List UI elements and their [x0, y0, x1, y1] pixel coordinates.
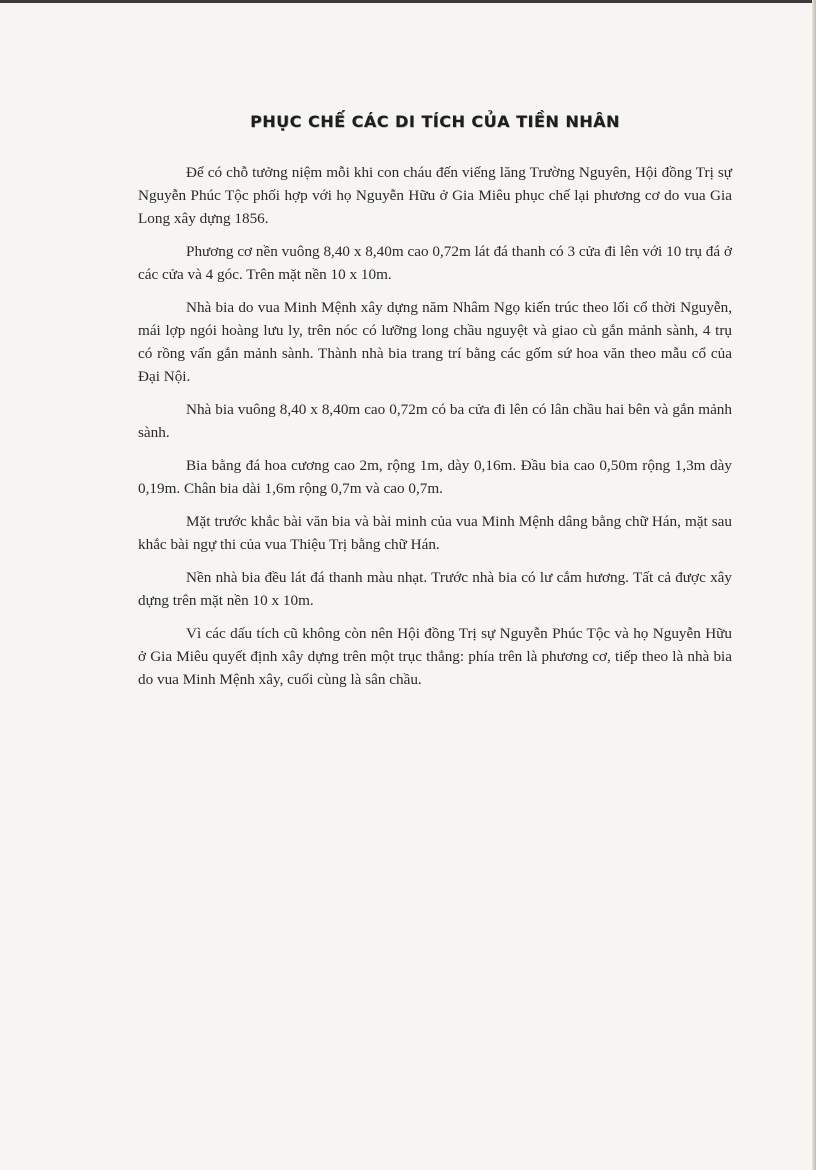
scan-right-edge: [812, 0, 816, 1170]
paragraph-5: Bia bằng đá hoa cương cao 2m, rộng 1m, dày 0,16m. Đầu bia cao 0,50m rộng 1,3m dày 0,19m. Chân bia dài 1,6m rộng 0,7m và cao 0,7m.: [138, 457, 732, 497]
document-page: [138, 112, 732, 701]
paragraph-8: Vì các dấu tích cũ không còn nên Hội đồng Trị sự Nguyễn Phúc Tộc và họ Nguyễn Hữu ở Gia Miêu quyết định xây dựng trên một trục thẳng: phía trên là phương cơ, tiếp theo là nhà bia do vua Minh Mệnh xây, cuối cùng là sân chầu.: [138, 625, 732, 688]
paragraph-2: Phương cơ nền vuông 8,40 x 8,40m cao 0,72m lát đá thanh có 3 cửa đi lên với 10 trụ đá ở các cửa và 4 góc. Trên mặt nền 10 x 10m.: [138, 243, 732, 283]
paragraph-7: Nền nhà bia đều lát đá thanh màu nhạt. Trước nhà bia có lư cắm hương. Tất cả được xây dựng trên mặt nền 10 x 10m.: [138, 569, 732, 609]
paragraph-3: Nhà bia do vua Minh Mệnh xây dựng năm Nhâm Ngọ kiến trúc theo lối cổ thời Nguyễn, mái lợp ngói hoàng lưu ly, trên nóc có lưỡng long chầu nguyệt và giao cù gắn mảnh sành, 4 trụ có rồng vấn gắn mảnh sành. Thành nhà bia trang trí bằng các gốm sứ hoa văn theo mẫu cổ của Đại Nội.: [138, 299, 732, 385]
paragraph-6: Mặt trước khắc bài văn bia và bài minh của vua Minh Mệnh dâng bằng chữ Hán, mặt sau khắc bài ngự thi của vua Thiệu Trị bằng chữ Hán.: [138, 513, 732, 553]
paragraph-4: Nhà bia vuông 8,40 x 8,40m cao 0,72m có ba cửa đi lên có lân chầu hai bên và gắn mảnh sành.: [138, 401, 732, 441]
paragraph-1: Để có chỗ tưởng niệm mỗi khi con cháu đến viếng lăng Trường Nguyên, Hội đồng Trị sự Nguyễn Phúc Tộc phối hợp với họ Nguyễn Hữu ở Gia Miêu phục chế lại phương cơ do vua Gia Long xây dựng 1856.: [138, 164, 732, 227]
document-title: PHỤC CHẾ CÁC DI TÍCH CỦA TIỀN NHÂN: [250, 112, 620, 131]
scan-top-edge: [0, 0, 816, 3]
